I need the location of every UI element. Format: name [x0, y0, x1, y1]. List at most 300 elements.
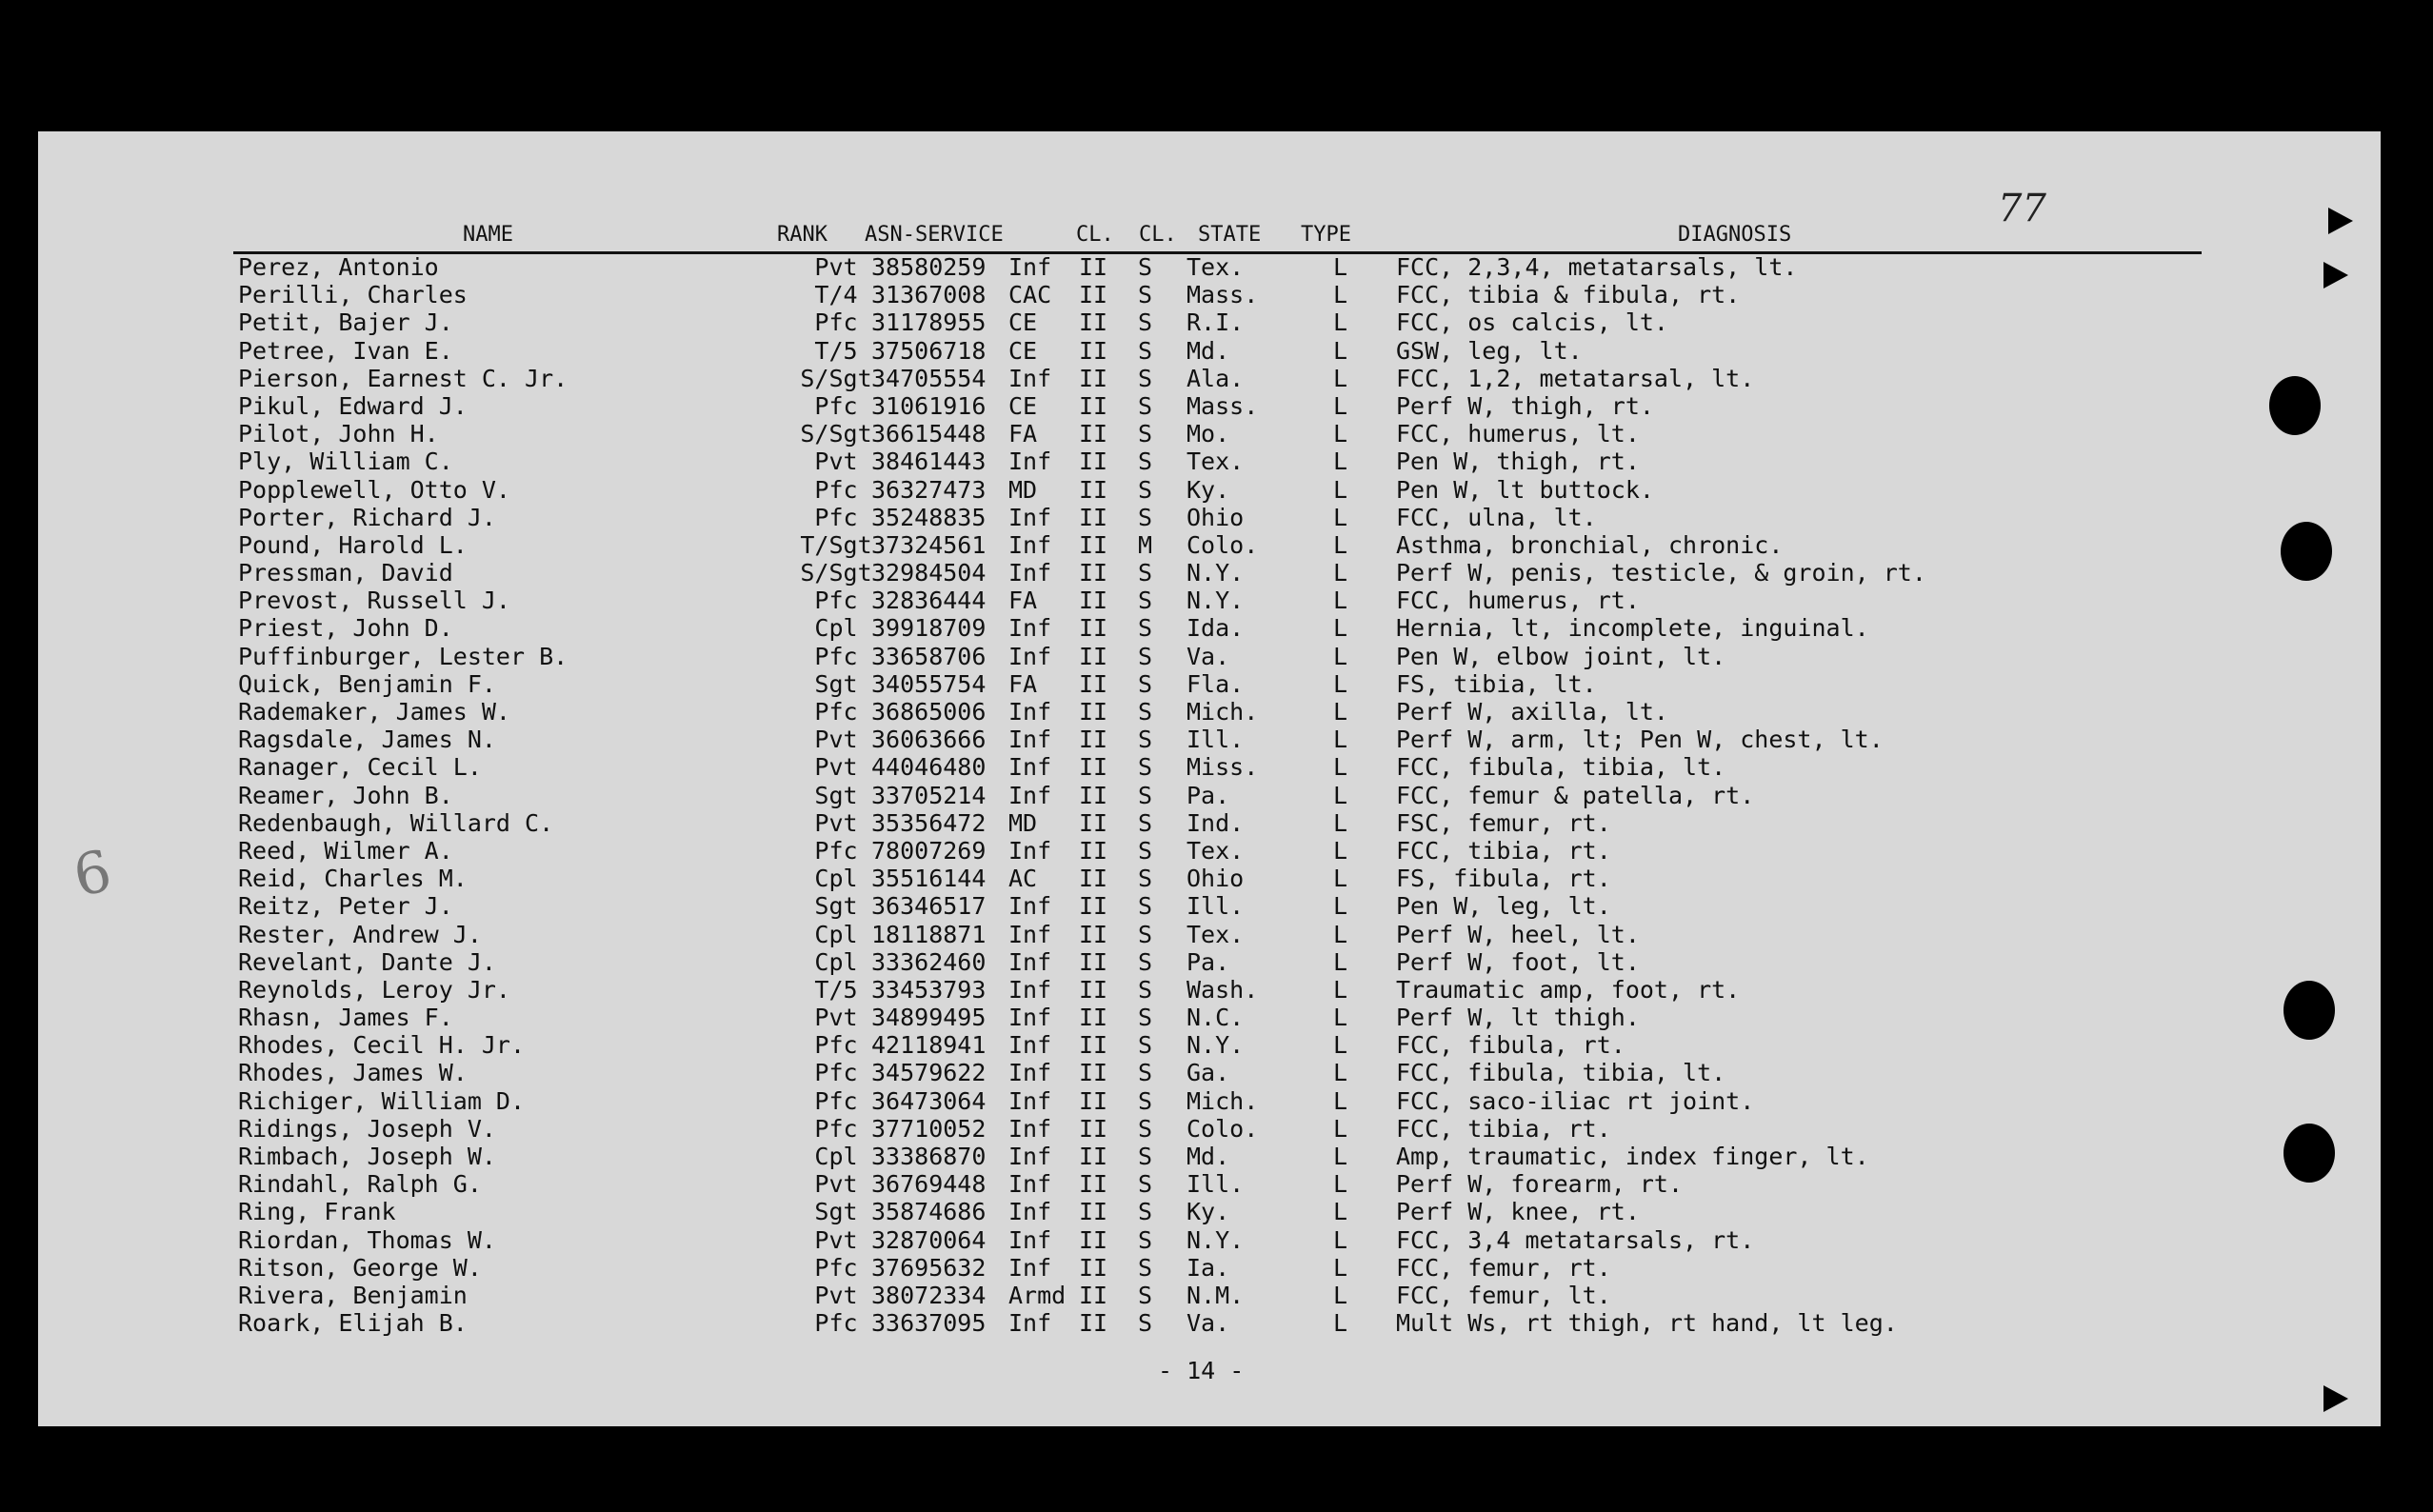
cell-cl1: II — [1079, 614, 1108, 643]
cell-name: Reid, Charles M. — [238, 865, 468, 893]
cell-type: L — [1333, 448, 1348, 476]
cell-rank: S/Sgt — [800, 364, 872, 392]
cell-cl1: II — [1079, 726, 1108, 754]
cell-name: Popplewell, Otto V. — [238, 475, 510, 504]
cell-state: Pa. — [1187, 947, 1230, 976]
cell-diagnosis: Perf W, penis, testicle, & groin, rt. — [1396, 559, 1926, 587]
cell-cl1: II — [1079, 836, 1108, 865]
cell-name: Pikul, Edward J. — [238, 391, 468, 420]
cell-rank: Pfc — [814, 308, 858, 337]
cell-cl1: II — [1079, 808, 1108, 837]
cell-diagnosis: FCC, fibula, tibia, lt. — [1396, 1059, 1726, 1087]
cell-name: Rindahl, Ralph G. — [238, 1170, 482, 1199]
cell-cl2: S — [1138, 836, 1153, 865]
cell-name: Porter, Richard J. — [238, 503, 496, 531]
cell-service: Inf — [1008, 1086, 1052, 1115]
cell-service: Inf — [1008, 975, 1052, 1004]
cell-state: Ill. — [1187, 1170, 1245, 1199]
header-rank: RANK — [777, 223, 828, 247]
cell-name: Ridings, Joseph V. — [238, 1114, 496, 1143]
cell-cl1: II — [1079, 1114, 1108, 1143]
cell-name: Rademaker, James W. — [238, 698, 510, 726]
cell-cl2: S — [1138, 336, 1153, 365]
cell-service: CE — [1008, 336, 1038, 365]
cell-name: Rhasn, James F. — [238, 1004, 453, 1032]
cell-name: Rimbach, Joseph W. — [238, 1143, 496, 1170]
cell-cl2: S — [1138, 391, 1153, 420]
cell-rank: Pfc — [814, 1059, 858, 1087]
cell-name: Petree, Ivan E. — [238, 336, 453, 365]
table-row — [38, 698, 2381, 726]
cell-state: Mass. — [1187, 391, 1259, 420]
cell-service: Inf — [1008, 1004, 1052, 1032]
cell-cl1: II — [1079, 975, 1108, 1004]
cell-rank: Sgt — [814, 892, 858, 921]
cell-service: Inf — [1008, 253, 1052, 281]
cell-diagnosis: Perf W, lt thigh. — [1396, 1004, 1640, 1032]
cell-name: Richiger, William D. — [238, 1086, 526, 1115]
cell-diagnosis: Amp, traumatic, index finger, lt. — [1396, 1143, 1869, 1170]
cell-type: L — [1333, 1170, 1348, 1199]
table-row — [38, 892, 2381, 920]
cell-cl1: II — [1079, 698, 1108, 726]
cell-diagnosis: Asthma, bronchial, chronic. — [1396, 530, 1784, 559]
cell-cl2: S — [1138, 587, 1153, 615]
cell-cl2: S — [1138, 1004, 1153, 1032]
cell-name: Quick, Benjamin F. — [238, 669, 496, 698]
cell-cl2: S — [1138, 1309, 1153, 1338]
cell-diagnosis: FCC, femur, lt. — [1396, 1281, 1611, 1309]
cell-state: Fla. — [1187, 669, 1245, 698]
cell-cl1: II — [1079, 1086, 1108, 1115]
cell-cl2: S — [1138, 1225, 1153, 1254]
cell-cl1: II — [1079, 865, 1108, 893]
table-row — [38, 420, 2381, 448]
cell-rank: Sgt — [814, 669, 858, 698]
cell-cl1: II — [1079, 587, 1108, 615]
header-cl-2: CL. — [1139, 223, 1177, 247]
cell-type: L — [1333, 364, 1348, 392]
cell-rank: Pfc — [814, 1086, 858, 1115]
cell-rank: Sgt — [814, 781, 858, 809]
cell-name: Petit, Bajer J. — [238, 308, 453, 337]
cell-type: L — [1333, 475, 1348, 504]
cell-name: Prevost, Russell J. — [238, 587, 510, 615]
cell-type: L — [1333, 865, 1348, 893]
cell-type: L — [1333, 781, 1348, 809]
cell-state: Tex. — [1187, 836, 1245, 865]
cell-asn: 32984504 — [871, 559, 987, 587]
cell-diagnosis: Pen W, thigh, rt. — [1396, 448, 1640, 476]
cell-cl2: S — [1138, 614, 1153, 643]
cell-cl1: II — [1079, 642, 1108, 670]
cell-cl1: II — [1079, 920, 1108, 948]
handwritten-page-number: 77 — [1998, 187, 2046, 230]
cell-name: Reitz, Peter J. — [238, 892, 453, 921]
cell-cl2: S — [1138, 1143, 1153, 1170]
cell-name: Ritson, George W. — [238, 1253, 482, 1282]
table-row — [38, 281, 2381, 308]
cell-cl1: II — [1079, 781, 1108, 809]
cell-rank: Cpl — [814, 920, 858, 948]
cell-service: Inf — [1008, 1309, 1052, 1338]
cell-name: Ring, Frank — [238, 1198, 396, 1226]
cell-type: L — [1333, 614, 1348, 643]
cell-asn: 18118871 — [871, 920, 987, 948]
cell-state: Ill. — [1187, 726, 1245, 754]
cell-asn: 31367008 — [871, 281, 987, 309]
cell-state: Ia. — [1187, 1253, 1230, 1282]
cell-name: Reed, Wilmer A. — [238, 836, 453, 865]
cell-diagnosis: Traumatic amp, foot, rt. — [1396, 975, 1741, 1004]
cell-service: Armd — [1008, 1281, 1067, 1309]
cell-cl1: II — [1079, 503, 1108, 531]
cell-cl2: S — [1138, 698, 1153, 726]
cell-cl2: S — [1138, 475, 1153, 504]
cell-rank: Pvt — [814, 808, 858, 837]
cell-type: L — [1333, 308, 1348, 337]
cell-asn: 33705214 — [871, 781, 987, 809]
cell-rank: Pvt — [814, 1281, 858, 1309]
cell-diagnosis: FCC, 3,4 metatarsals, rt. — [1396, 1225, 1755, 1254]
cell-cl1: II — [1079, 420, 1108, 448]
cell-type: L — [1333, 1309, 1348, 1338]
cell-rank: Pfc — [814, 642, 858, 670]
cell-type: L — [1333, 1198, 1348, 1226]
cell-type: L — [1333, 253, 1348, 281]
cell-type: L — [1333, 1281, 1348, 1309]
cell-state: Pa. — [1187, 781, 1230, 809]
cell-service: AC — [1008, 865, 1038, 893]
cell-asn: 34055754 — [871, 669, 987, 698]
cell-name: Rester, Andrew J. — [238, 920, 482, 948]
cell-asn: 34705554 — [871, 364, 987, 392]
cell-state: Ill. — [1187, 892, 1245, 921]
cell-cl2: S — [1138, 1170, 1153, 1199]
cell-diagnosis: FCC, tibia, rt. — [1396, 836, 1611, 865]
cell-asn: 36473064 — [871, 1086, 987, 1115]
cell-cl1: II — [1079, 1143, 1108, 1170]
cell-service: Inf — [1008, 726, 1052, 754]
cell-diagnosis: Perf W, foot, lt. — [1396, 947, 1640, 976]
cell-state: Mich. — [1187, 698, 1259, 726]
table-row — [38, 753, 2381, 781]
cell-state: Md. — [1187, 336, 1230, 365]
cell-state: N.Y. — [1187, 1225, 1245, 1254]
document-page — [38, 131, 2381, 1426]
cell-service: CE — [1008, 391, 1038, 420]
table-row — [38, 809, 2381, 837]
cell-cl2: S — [1138, 1031, 1153, 1060]
cell-cl2: S — [1138, 1253, 1153, 1282]
cell-rank: T/5 — [814, 336, 858, 365]
cell-rank: Pfc — [814, 836, 858, 865]
cell-rank: Pvt — [814, 253, 858, 281]
cell-type: L — [1333, 669, 1348, 698]
cell-asn: 78007269 — [871, 836, 987, 865]
table-row — [38, 726, 2381, 753]
cell-diagnosis: FCC, saco-iliac rt joint. — [1396, 1086, 1755, 1115]
cell-state: Tex. — [1187, 253, 1245, 281]
table-row — [38, 837, 2381, 865]
cell-diagnosis: Perf W, heel, lt. — [1396, 920, 1640, 948]
cell-cl2: M — [1138, 530, 1153, 559]
cell-state: Colo. — [1187, 530, 1259, 559]
cell-state: Va. — [1187, 642, 1230, 670]
cell-rank: Pfc — [814, 698, 858, 726]
cell-service: Inf — [1008, 1114, 1052, 1143]
cell-cl2: S — [1138, 253, 1153, 281]
cell-service: Inf — [1008, 1143, 1052, 1170]
cell-type: L — [1333, 753, 1348, 782]
cell-state: Mass. — [1187, 281, 1259, 309]
cell-asn: 38580259 — [871, 253, 987, 281]
binder-hole — [2283, 981, 2335, 1040]
cell-type: L — [1333, 1253, 1348, 1282]
cell-asn: 36615448 — [871, 420, 987, 448]
cell-type: L — [1333, 587, 1348, 615]
cell-diagnosis: FCC, fibula, rt. — [1396, 1031, 1625, 1060]
cell-name: Pressman, David — [238, 559, 453, 587]
binder-hole — [2283, 1124, 2335, 1183]
cell-name: Rhodes, James W. — [238, 1059, 468, 1087]
cell-rank: Pfc — [814, 391, 858, 420]
cell-cl2: S — [1138, 364, 1153, 392]
cell-type: L — [1333, 559, 1348, 587]
cell-asn: 36346517 — [871, 892, 987, 921]
cell-state: Ky. — [1187, 475, 1230, 504]
cell-diagnosis: FCC, ulna, lt. — [1396, 503, 1597, 531]
table-row — [38, 337, 2381, 365]
cell-type: L — [1333, 1004, 1348, 1032]
cell-cl2: S — [1138, 865, 1153, 893]
cell-type: L — [1333, 947, 1348, 976]
edge-notch — [2323, 262, 2348, 288]
cell-state: Ohio — [1187, 503, 1245, 531]
cell-service: Inf — [1008, 920, 1052, 948]
cell-rank: Pvt — [814, 448, 858, 476]
cell-type: L — [1333, 530, 1348, 559]
cell-diagnosis: Perf W, arm, lt; Pen W, chest, lt. — [1396, 726, 1884, 754]
cell-type: L — [1333, 836, 1348, 865]
cell-name: Ranager, Cecil L. — [238, 753, 482, 782]
cell-state: Ida. — [1187, 614, 1245, 643]
cell-diagnosis: Pen W, elbow joint, lt. — [1396, 642, 1726, 670]
cell-name: Perez, Antonio — [238, 253, 439, 281]
cell-asn: 37324561 — [871, 530, 987, 559]
cell-cl2: S — [1138, 1114, 1153, 1143]
cell-asn: 35516144 — [871, 865, 987, 893]
cell-asn: 33658706 — [871, 642, 987, 670]
table-row — [38, 587, 2381, 614]
table-row — [38, 1309, 2381, 1337]
cell-state: Tex. — [1187, 448, 1245, 476]
cell-cl1: II — [1079, 753, 1108, 782]
cell-type: L — [1333, 726, 1348, 754]
cell-service: Inf — [1008, 781, 1052, 809]
cell-asn: 35356472 — [871, 808, 987, 837]
cell-diagnosis: Perf W, thigh, rt. — [1396, 391, 1654, 420]
cell-diagnosis: FS, tibia, lt. — [1396, 669, 1597, 698]
cell-diagnosis: FCC, 2,3,4, metatarsals, lt. — [1396, 253, 1798, 281]
cell-state: N.Y. — [1187, 559, 1245, 587]
edge-notch — [2323, 1385, 2348, 1412]
table-row — [38, 448, 2381, 475]
cell-service: Inf — [1008, 892, 1052, 921]
cell-state: Wash. — [1187, 975, 1259, 1004]
cell-name: Riordan, Thomas W. — [238, 1225, 496, 1254]
cell-service: FA — [1008, 587, 1038, 615]
cell-state: Miss. — [1187, 753, 1259, 782]
table-row — [38, 559, 2381, 587]
cell-service: Inf — [1008, 614, 1052, 643]
cell-cl2: S — [1138, 642, 1153, 670]
table-row — [38, 1254, 2381, 1282]
cell-state: N.Y. — [1187, 587, 1245, 615]
cell-cl2: S — [1138, 1198, 1153, 1226]
cell-type: L — [1333, 1059, 1348, 1087]
cell-cl1: II — [1079, 1253, 1108, 1282]
cell-type: L — [1333, 808, 1348, 837]
table-row — [38, 1198, 2381, 1225]
cell-rank: Pfc — [814, 1309, 858, 1338]
page-footer-number: - 14 - — [1158, 1357, 1245, 1384]
cell-cl2: S — [1138, 1281, 1153, 1309]
cell-state: Ga. — [1187, 1059, 1230, 1087]
cell-diagnosis: Mult Ws, rt thigh, rt hand, lt leg. — [1396, 1309, 1898, 1338]
table-row — [38, 1226, 2381, 1254]
cell-cl1: II — [1079, 1225, 1108, 1254]
cell-state: R.I. — [1187, 308, 1245, 337]
cell-rank: Pfc — [814, 1253, 858, 1282]
cell-asn: 34899495 — [871, 1004, 987, 1032]
cell-cl1: II — [1079, 1004, 1108, 1032]
cell-asn: 31178955 — [871, 308, 987, 337]
cell-rank: Pvt — [814, 1225, 858, 1254]
cell-state: Colo. — [1187, 1114, 1259, 1143]
cell-type: L — [1333, 1031, 1348, 1060]
cell-diagnosis: Pen W, lt buttock. — [1396, 475, 1654, 504]
cell-diagnosis: FCC, fibula, tibia, lt. — [1396, 753, 1726, 782]
cell-rank: Pfc — [814, 1114, 858, 1143]
cell-cl2: S — [1138, 947, 1153, 976]
cell-asn: 36865006 — [871, 698, 987, 726]
cell-service: Inf — [1008, 364, 1052, 392]
cell-cl1: II — [1079, 669, 1108, 698]
table-row — [38, 1004, 2381, 1031]
table-row — [38, 948, 2381, 976]
cell-type: L — [1333, 1143, 1348, 1170]
table-row — [38, 1031, 2381, 1059]
cell-rank: Cpl — [814, 614, 858, 643]
table-row — [38, 1087, 2381, 1115]
cell-asn: 38461443 — [871, 448, 987, 476]
cell-name: Rivera, Benjamin — [238, 1281, 468, 1309]
cell-name: Rhodes, Cecil H. Jr. — [238, 1031, 526, 1060]
cell-cl1: II — [1079, 1281, 1108, 1309]
table-row — [38, 1059, 2381, 1086]
cell-name: Redenbaugh, Willard C. — [238, 808, 554, 837]
cell-asn: 36769448 — [871, 1170, 987, 1199]
table-row — [38, 365, 2381, 392]
cell-type: L — [1333, 975, 1348, 1004]
cell-cl1: II — [1079, 1031, 1108, 1060]
cell-rank: Cpl — [814, 947, 858, 976]
cell-service: Inf — [1008, 698, 1052, 726]
table-row — [38, 643, 2381, 670]
cell-type: L — [1333, 391, 1348, 420]
table-row — [38, 1115, 2381, 1143]
cell-service: Inf — [1008, 947, 1052, 976]
cell-diagnosis: FCC, tibia, rt. — [1396, 1114, 1611, 1143]
cell-state: N.M. — [1187, 1281, 1245, 1309]
cell-rank: Pvt — [814, 1170, 858, 1199]
cell-rank: Pvt — [814, 753, 858, 782]
cell-diagnosis: FCC, os calcis, lt. — [1396, 308, 1668, 337]
header-state: STATE — [1198, 223, 1262, 247]
cell-type: L — [1333, 1225, 1348, 1254]
table-row — [38, 921, 2381, 948]
table-row — [38, 392, 2381, 420]
cell-cl2: S — [1138, 975, 1153, 1004]
cell-asn: 39918709 — [871, 614, 987, 643]
cell-cl1: II — [1079, 336, 1108, 365]
cell-asn: 35248835 — [871, 503, 987, 531]
cell-cl2: S — [1138, 726, 1153, 754]
cell-service: FA — [1008, 669, 1038, 698]
cell-rank: S/Sgt — [800, 420, 872, 448]
cell-rank: Pfc — [814, 1031, 858, 1060]
cell-service: CE — [1008, 308, 1038, 337]
cell-asn: 37710052 — [871, 1114, 987, 1143]
table-row — [38, 976, 2381, 1004]
cell-state: N.C. — [1187, 1004, 1245, 1032]
cell-rank: Pfc — [814, 475, 858, 504]
cell-cl2: S — [1138, 808, 1153, 837]
cell-type: L — [1333, 1086, 1348, 1115]
cell-asn: 36063666 — [871, 726, 987, 754]
cell-diagnosis: FCC, femur, rt. — [1396, 1253, 1611, 1282]
cell-diagnosis: Hernia, lt, incomplete, inguinal. — [1396, 614, 1869, 643]
cell-cl2: S — [1138, 892, 1153, 921]
cell-service: Inf — [1008, 448, 1052, 476]
header-name: NAME — [463, 223, 513, 247]
edge-notch — [2328, 208, 2353, 234]
table-row — [38, 308, 2381, 336]
cell-name: Pound, Harold L. — [238, 530, 468, 559]
cell-name: Priest, John D. — [238, 614, 453, 643]
cell-service: Inf — [1008, 503, 1052, 531]
cell-name: Puffinburger, Lester B. — [238, 642, 568, 670]
cell-service: Inf — [1008, 1253, 1052, 1282]
cell-asn: 36327473 — [871, 475, 987, 504]
cell-service: FA — [1008, 420, 1038, 448]
cell-name: Pilot, John H. — [238, 420, 439, 448]
cell-asn: 44046480 — [871, 753, 987, 782]
cell-service: Inf — [1008, 1059, 1052, 1087]
cell-cl1: II — [1079, 1059, 1108, 1087]
cell-service: MD — [1008, 475, 1038, 504]
cell-cl1: II — [1079, 559, 1108, 587]
cell-cl1: II — [1079, 281, 1108, 309]
cell-cl2: S — [1138, 308, 1153, 337]
cell-diagnosis: FCC, 1,2, metatarsal, lt. — [1396, 364, 1755, 392]
cell-name: Reamer, John B. — [238, 781, 453, 809]
cell-rank: Cpl — [814, 1143, 858, 1170]
table-header — [38, 223, 2381, 251]
cell-type: L — [1333, 642, 1348, 670]
binder-hole — [2269, 376, 2321, 435]
